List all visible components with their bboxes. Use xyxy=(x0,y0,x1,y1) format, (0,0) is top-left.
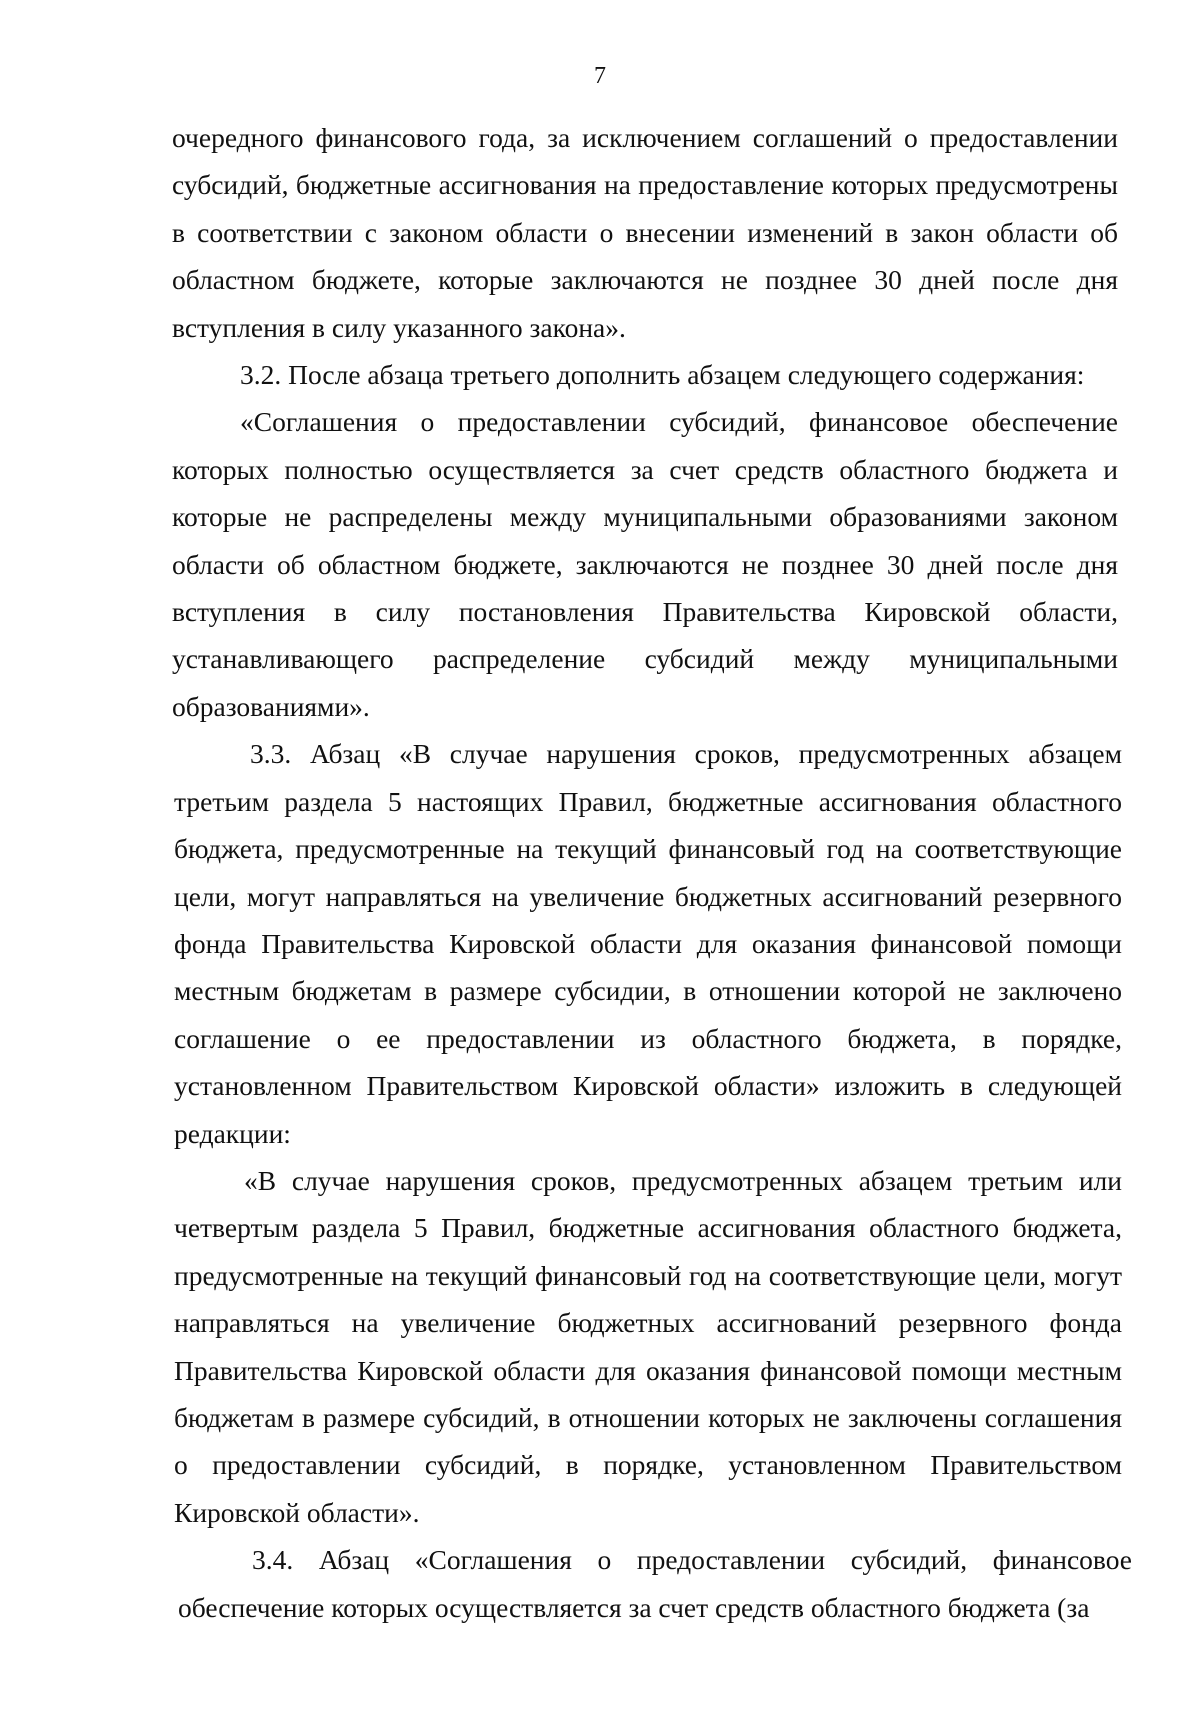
paragraph-continuation: очередного финансового года, за исключением соглашений о предоставлении субсидий, бюджетные ассигнования на предоставление которых предусмотрены в соответствии с законом области о внесении изменений в закон области об областном бюджете, которые заключаются не позднее 30 дней после дня вступления в силу указанного закона». xyxy=(172,122,1118,343)
paragraph-3-4: 3.4. Абзац «Соглашения о предоставлении субсидий, финансовое обеспечение которых осуществляется за счет средств областного бюджета (за xyxy=(178,1544,1132,1623)
paragraph-quote-new-edition: «В случае нарушения сроков, предусмотренных абзацем третьим или четвертым раздела 5 Правил, бюджетные ассигнования областного бюджета, предусмотренные на текущий финансовый год на соответствующие цели, могут направляться на увеличение бюджетных ассигнований резервного фонда Правительства Кировской области для оказания финансовой помощи местным бюджетам в размере субсидий, в отношении которых не заключены соглашения о предоставлении субсидий, в порядке, установленном Правительством Кировской области». xyxy=(174,1164,1122,1528)
document-body xyxy=(0,114,1200,1631)
paragraph-3-2: 3.2. После абзаца третьего дополнить абзацем следующего содержания: xyxy=(240,359,1085,391)
paragraph-quote-agreements: «Соглашения о предоставлении субсидий, финансовое обеспечение которых полностью осуществляется за счет средств областного бюджета и которые не распределены между муниципальными образованиями законом области об областном бюджете, заключаются не позднее 30 дней после дня вступления в силу постановления Правительства Кировской области, устанавливающего распределение субсидий между муниципальными образованиями». xyxy=(172,406,1118,722)
page-number: 7 xyxy=(594,63,606,89)
paragraph-3-3: 3.3. Абзац «В случае нарушения сроков, предусмотренных абзацем третьим раздела 5 настоящих Правил, бюджетные ассигнования областного бюджета, предусмотренные на текущий финансовый год на соответствующие цели, могут направляться на увеличение бюджетных ассигнований резервного фонда Правительства Кировской области для оказания финансовой помощи местным бюджетам в размере субсидии, в отношении которой не заключено соглашение о ее предоставлении из областного бюджета, в порядке, установленном Правительством Кировской области» изложить в следующей редакции: xyxy=(174,738,1122,1149)
